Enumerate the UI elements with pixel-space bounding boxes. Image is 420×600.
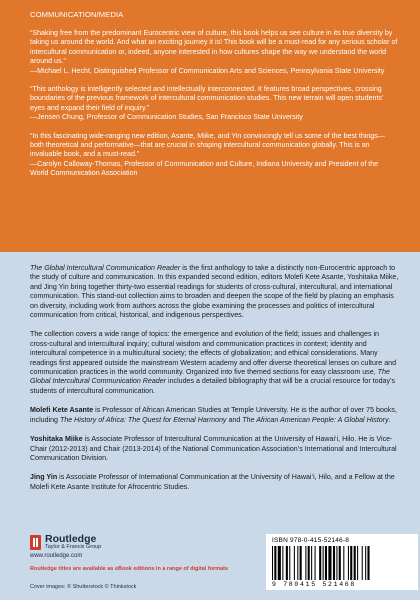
isbn-label: ISBN 978-0-415-52146-8 bbox=[272, 537, 350, 544]
barcode-bar bbox=[300, 546, 302, 580]
book-title: The History of Africa: The Quest for Eternal Harmony bbox=[59, 415, 227, 424]
barcode-bar bbox=[339, 546, 341, 580]
description-text: The collection covers a wide range of topics: the emergence and evolution of the field; issues and challenges in cross-cultural and intercultural inquiry; cultural wisdom and communication practices in context; identity and intercultural competence in a multicultural society; the effects of globalization; and ethical considerations. Many readings first appeared outside the mainstream Western academy and offer diverse theoretical lenses on culture and communication practices in the world community. Organized into five themed sections for easy classroom use, bbox=[30, 330, 397, 377]
barcode-bar bbox=[315, 546, 316, 580]
quote-text: “Shaking free from the predominant Eurocentric view of culture, this book helps us see culture in its true diversity by taking us around the world. And what an exciting journey it is! This book will be a must-read for any serious scholar of intercultural communication or, indeed, anyone interested in how cultures shape the way we understand the world around us.” bbox=[30, 29, 398, 66]
endorsements-panel bbox=[0, 0, 420, 252]
barcode-bar bbox=[365, 546, 366, 580]
barcode-bar bbox=[297, 546, 298, 580]
barcode-bar bbox=[336, 546, 337, 580]
barcode-bar bbox=[272, 546, 273, 580]
barcode-bar bbox=[350, 546, 352, 580]
editor-name: Yoshitaka Miike bbox=[30, 435, 83, 444]
barcode-bar bbox=[311, 546, 312, 580]
bio-text: is Associate Professor of International Communication at the University of Hawai‘i, Hilo, and a Fellow at the Molefi Kete Asante Institute for Afrocentric Studies. bbox=[30, 473, 395, 491]
editor-bio bbox=[30, 473, 400, 492]
book-title: The Global Intercultural Communication Reader bbox=[30, 368, 390, 386]
cover-credit: Cover images: © Shutterstock © Thinkstock bbox=[30, 584, 137, 590]
barcode-bar bbox=[278, 546, 281, 580]
description-text: includes a detailed bibliography that will be a crucial resource for today’s students of intercultural communication. bbox=[30, 377, 395, 395]
publisher-name: Routledge bbox=[45, 533, 97, 545]
barcode-bar bbox=[328, 546, 331, 580]
bio-text: . bbox=[388, 415, 391, 424]
editor-name: Molefi Kete Asante bbox=[30, 406, 94, 415]
book-title: The African American People: A Global History bbox=[242, 415, 389, 424]
barcode-bar bbox=[286, 546, 288, 580]
editor-name: Jing Yin bbox=[30, 473, 58, 482]
barcode-bar bbox=[305, 546, 306, 580]
barcode-bars bbox=[272, 546, 412, 580]
barcode-bar bbox=[282, 546, 283, 580]
barcode-bar bbox=[294, 546, 295, 580]
bio-text: is Professor of African American Studies at Temple University. He is the author of over 75 books, including bbox=[30, 406, 397, 424]
barcode-bar bbox=[333, 546, 335, 580]
editor-bio bbox=[30, 406, 400, 425]
quote-attribution: —Jensen Chung, Professor of Communication Studies, San Francisco State University bbox=[30, 113, 303, 122]
routledge-logo-icon bbox=[30, 535, 41, 550]
editor-bio bbox=[30, 435, 400, 463]
barcode-bar bbox=[343, 546, 344, 580]
barcode-bar bbox=[357, 546, 358, 580]
quote-text: “This anthology is intelligently selected and intellectually interconnected. It features broad perspectives, crossing boundaries of the previous framework of intercultural communication studies. This new terrain will open students’ eyes and expand their field of inquiry.” bbox=[30, 85, 384, 112]
quote-attribution: —Michael L. Hecht, Distinguished Professor of Communication Arts and Sciences, Pennsylvania State University bbox=[30, 66, 385, 75]
barcode-bar bbox=[274, 546, 276, 580]
barcode-bar bbox=[319, 546, 321, 580]
barcode-bar bbox=[348, 546, 349, 580]
endorsement-quote bbox=[30, 29, 398, 76]
description-paragraph bbox=[30, 330, 400, 396]
book-title: The Global Intercultural Communication Reader bbox=[30, 264, 181, 272]
ebook-note: Routledge titles are available as eBook editions in a range of digital formats bbox=[30, 566, 229, 572]
endorsement-quote bbox=[30, 132, 398, 179]
barcode-bar bbox=[325, 546, 327, 580]
quote-attribution: —Carolyn Calloway-Thomas, Professor of Communication and Culture, Indiana University and President of the World Communication Association bbox=[30, 159, 379, 178]
quote-text: “In this fascinating wide-ranging new edition, Asante, Miike, and Yin convincingly tell us some of the best things—both theoretical and performative—that are crucial in shaping intercultural communication globally. This is an invaluable book, and a must-read.” bbox=[30, 131, 385, 159]
bio-text: and bbox=[226, 415, 243, 424]
category-label: COMMUNICATION/MEDIA bbox=[30, 10, 124, 19]
bio-text: is Associate Professor of Intercultural Communication at the University of Hawai‘i, Hilo. He is Vice-Chair (2012-2013) and Chair (2013-2014) of the National Communication Association’s International and Intercultural Communication Division. bbox=[30, 435, 397, 462]
publisher-website: www.routledge.com bbox=[30, 553, 83, 559]
barcode-digits: 9 780415 521468 bbox=[272, 581, 357, 588]
barcode-bar bbox=[354, 546, 356, 580]
barcode-bar bbox=[323, 546, 324, 580]
barcode-bar bbox=[308, 546, 310, 580]
endorsement-quote bbox=[30, 85, 398, 123]
barcode-bar bbox=[367, 546, 369, 580]
publisher-logo bbox=[30, 534, 170, 551]
publisher-group: Taylor & Francis Group bbox=[45, 544, 102, 550]
barcode-bar bbox=[289, 546, 290, 580]
barcode bbox=[266, 534, 418, 590]
barcode-bar bbox=[362, 546, 363, 580]
description-text: is the first anthology to take a distinctly non-Eurocentric approach to the study of culture and communication. In this expanded second edition, editors Molefi Kete Asante, Yoshitaka Miike, and Jing Yin bring together thirty-two essential readings for students of cross-cultural, intercultural, and international communication. This stand-out collection aims to broaden and deepen the scope of the field by placing an emphasis on diversity, including work from authors across the globe examining the processes and politics of intercultural communication from critical, historical, and indigenous perspectives. bbox=[30, 264, 399, 320]
description-paragraph bbox=[30, 264, 400, 320]
